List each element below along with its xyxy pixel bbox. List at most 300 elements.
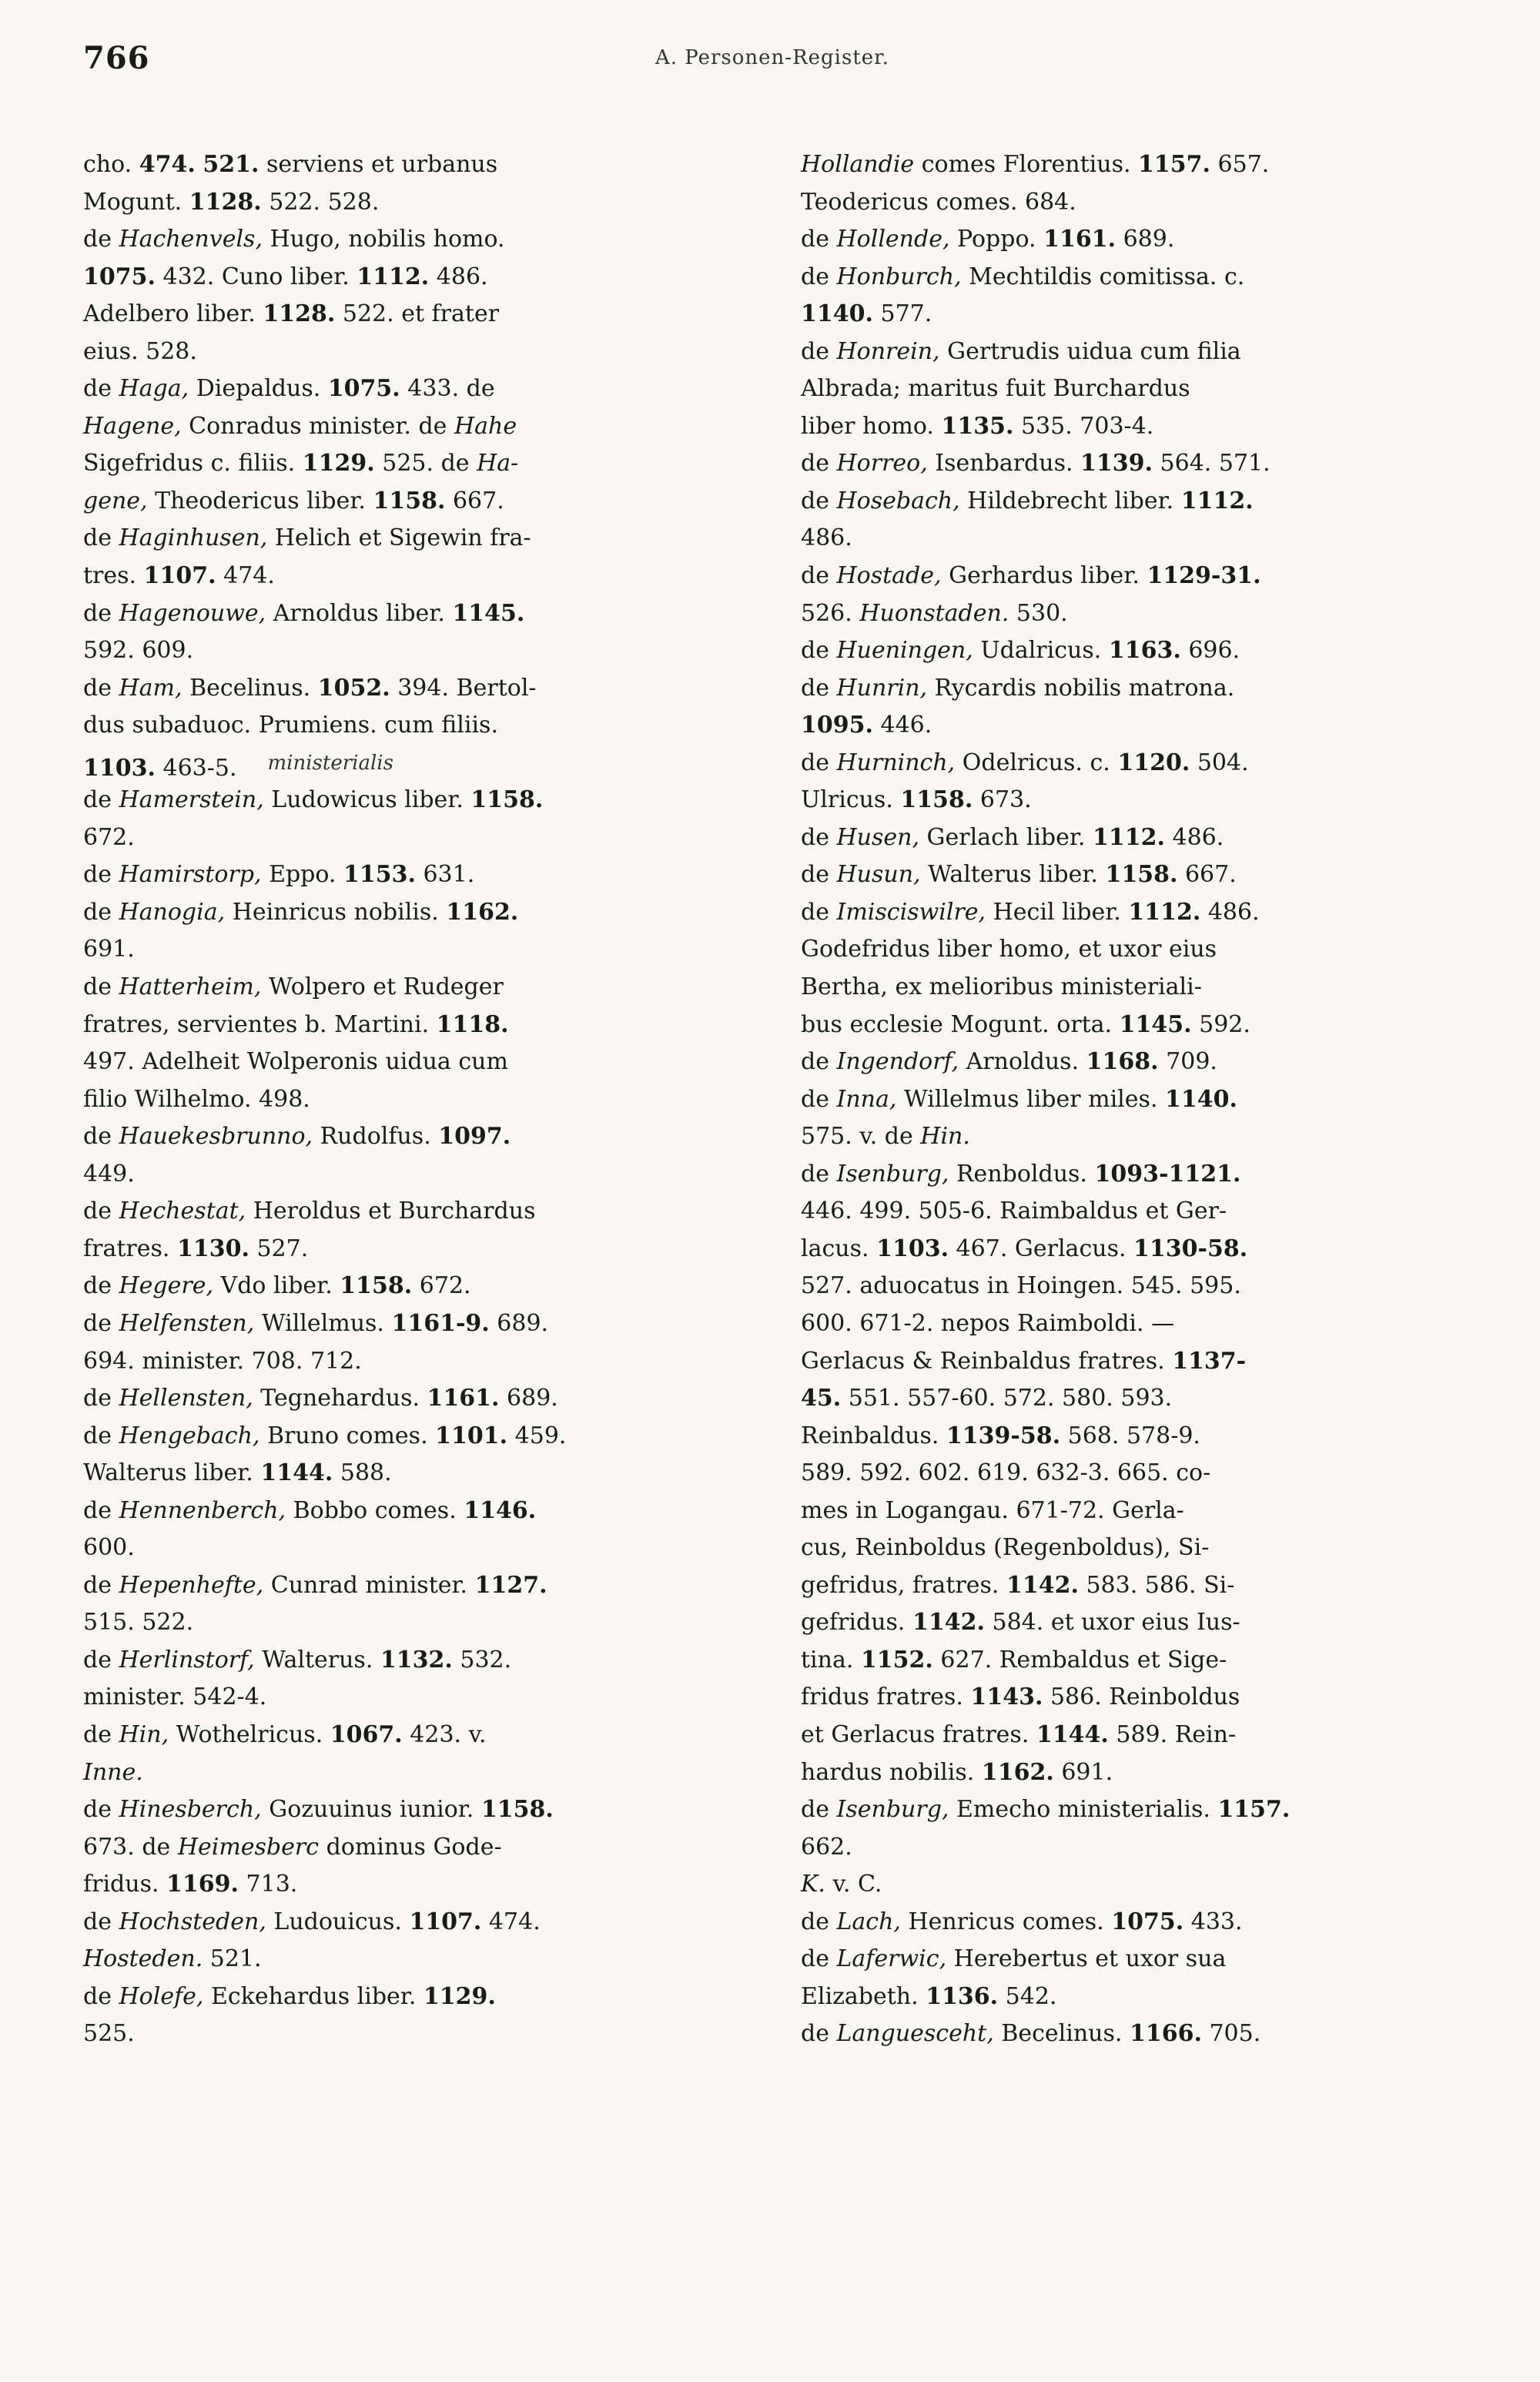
register-line bbox=[83, 1305, 753, 1343]
place-name: Husun, bbox=[836, 861, 921, 889]
entry-text: fridus. bbox=[83, 1871, 167, 1898]
register-line bbox=[83, 1418, 753, 1456]
place-name: Hosebach, bbox=[836, 487, 960, 514]
place-name: Hin, bbox=[119, 1720, 169, 1748]
place-name: Horreo, bbox=[836, 450, 928, 477]
entry-text: de bbox=[83, 226, 119, 253]
entry-text: Gerhardus liber. bbox=[941, 562, 1147, 590]
entry-text: 423. v. bbox=[402, 1720, 487, 1748]
entry-text: 564. 571. bbox=[1153, 450, 1270, 477]
year-ref: 1145. bbox=[1119, 1010, 1192, 1038]
entry-text: de bbox=[83, 674, 119, 702]
year-ref: 1146. bbox=[464, 1496, 537, 1524]
entry-text: Cunrad minister. bbox=[263, 1571, 475, 1599]
entry-text: 486. bbox=[429, 263, 488, 290]
register-line bbox=[801, 1305, 1478, 1343]
register-line bbox=[801, 1829, 1478, 1867]
register-line bbox=[801, 1343, 1478, 1381]
register-line bbox=[83, 1717, 753, 1754]
register-line bbox=[83, 445, 753, 483]
register-line bbox=[83, 1156, 753, 1194]
page-number: 766 bbox=[83, 40, 150, 76]
register-line bbox=[801, 1567, 1478, 1605]
entry-text: de bbox=[801, 823, 837, 851]
entry-text: Ludowicus liber. bbox=[263, 786, 471, 814]
entry-text: de bbox=[83, 1496, 119, 1524]
place-name: Hanogia, bbox=[119, 898, 226, 926]
register-line bbox=[83, 894, 753, 932]
register-line bbox=[83, 745, 753, 782]
register-line bbox=[801, 296, 1478, 333]
register-line bbox=[801, 146, 1478, 184]
entry-text: 515. 522. bbox=[83, 1609, 194, 1637]
year-ref: 1132. bbox=[380, 1646, 453, 1673]
entry-text: de bbox=[801, 1908, 837, 1935]
entry-text: de bbox=[801, 1945, 837, 1973]
register-line bbox=[801, 1455, 1478, 1493]
entry-text: de bbox=[83, 1123, 119, 1151]
entry-text: de bbox=[83, 786, 119, 814]
entry-text bbox=[196, 151, 203, 178]
place-name: Hachenvels, bbox=[119, 226, 263, 253]
register-line bbox=[83, 1493, 753, 1530]
register-line bbox=[83, 558, 753, 595]
year-ref: 1158. bbox=[373, 487, 446, 514]
entry-text: 713. bbox=[239, 1871, 298, 1898]
register-line bbox=[83, 146, 753, 184]
entry-text: Helich et Sigewin fra- bbox=[267, 524, 531, 552]
place-name: Imisciswilre, bbox=[836, 898, 986, 926]
year-ref: 1075. bbox=[83, 263, 156, 290]
year-ref: 1075. bbox=[1111, 1908, 1184, 1935]
register-line bbox=[801, 1193, 1478, 1231]
entry-text: de bbox=[83, 973, 119, 1001]
place-name: Husen, bbox=[836, 823, 919, 851]
entry-text: de bbox=[801, 1796, 837, 1824]
entry-text: 432. Cuno liber. bbox=[155, 263, 357, 290]
entry-text: 584. et uxor eius Ius- bbox=[984, 1609, 1240, 1637]
register-line bbox=[83, 483, 753, 521]
entry-text: 459. bbox=[507, 1422, 567, 1449]
entry-text: 586. Reinboldus bbox=[1043, 1683, 1240, 1711]
year-ref: 1142. bbox=[1006, 1571, 1079, 1599]
year-ref: 1161. bbox=[427, 1385, 500, 1412]
entry-text: 486. bbox=[1200, 898, 1260, 926]
entry-text: de bbox=[801, 226, 837, 253]
year-ref: 1107. bbox=[143, 562, 216, 590]
running-head: A. Personen-Register. bbox=[654, 46, 890, 69]
entry-text: 568. 578-9. bbox=[1060, 1422, 1200, 1449]
place-name: Huonstaden. bbox=[859, 599, 1009, 627]
year-ref: 1158. bbox=[480, 1796, 554, 1824]
entry-text: 694. minister. 708. 712. bbox=[83, 1347, 362, 1375]
entry-text: Vdo liber. bbox=[213, 1272, 340, 1300]
register-line bbox=[83, 1679, 753, 1717]
entry-text: et Gerlacus fratres. bbox=[801, 1720, 1036, 1748]
entry-text: 575. v. de bbox=[801, 1123, 921, 1151]
entry-text: de bbox=[801, 1048, 837, 1076]
register-line bbox=[801, 1156, 1478, 1194]
register-line bbox=[801, 1418, 1478, 1456]
entry-text: mes in Logangau. 671-72. Gerla- bbox=[801, 1496, 1184, 1524]
register-line bbox=[83, 969, 753, 1007]
entry-text: Sigefridus c. filiis. bbox=[83, 450, 303, 477]
register-line bbox=[83, 370, 753, 408]
year-ref: 1120. bbox=[1117, 749, 1190, 776]
entry-text: 497. Adelheit Wolperonis uidua cum bbox=[83, 1048, 508, 1076]
place-name: gene, bbox=[83, 487, 148, 514]
entry-text: Diepaldus. bbox=[189, 375, 328, 403]
year-ref: 1112. bbox=[357, 263, 430, 290]
register-line bbox=[801, 1791, 1478, 1829]
entry-text: de bbox=[83, 1198, 119, 1225]
entry-text: 530. bbox=[1009, 599, 1068, 627]
register-line bbox=[83, 1904, 753, 1941]
entry-text: 592. bbox=[1191, 1010, 1250, 1038]
place-name: Hamirstorp, bbox=[119, 861, 262, 889]
entry-text: 532. bbox=[452, 1646, 512, 1673]
entry-text: Emecho ministerialis. bbox=[949, 1796, 1218, 1824]
entry-text: Poppo. bbox=[949, 226, 1044, 253]
entry-text: 542. bbox=[998, 1982, 1057, 2010]
entry-text: 600. 671-2. nepos Raimboldi. — bbox=[801, 1309, 1175, 1337]
year-ref: 1130-58. bbox=[1133, 1235, 1248, 1262]
year-ref: 1067. bbox=[330, 1720, 403, 1748]
entry-text: 667. bbox=[1177, 861, 1237, 889]
place-name: Honrein, bbox=[836, 337, 940, 365]
register-line bbox=[801, 1118, 1478, 1156]
entry-text: Udalricus. bbox=[973, 637, 1109, 665]
entry-text: 527. aduocatus in Hoingen. 545. 595. bbox=[801, 1272, 1241, 1300]
entry-text: liber homo. bbox=[801, 412, 942, 440]
entry-text: de bbox=[801, 898, 837, 926]
year-ref: 1118. bbox=[436, 1010, 509, 1038]
place-name: Honburch, bbox=[836, 263, 962, 290]
entry-text: Gerlacus & Reinbaldus fratres. bbox=[801, 1347, 1173, 1375]
entry-text: 446. 499. 505-6. Raimbaldus et Ger- bbox=[801, 1198, 1227, 1225]
register-line bbox=[801, 745, 1478, 782]
place-name: Hellensten, bbox=[119, 1385, 253, 1412]
entry-text: 709. bbox=[1158, 1048, 1217, 1076]
register-line bbox=[801, 782, 1478, 819]
register-line bbox=[83, 1044, 753, 1081]
entry-text: de bbox=[83, 1571, 119, 1599]
register-line bbox=[801, 184, 1478, 222]
year-ref: 1158. bbox=[470, 786, 544, 814]
entry-text: Isenbardus. bbox=[927, 450, 1081, 477]
place-name: Hunrin, bbox=[836, 674, 928, 702]
entry-text: Herebertus et uxor sua bbox=[946, 1945, 1227, 1973]
entry-text: de bbox=[83, 898, 119, 926]
year-ref: 1129-31. bbox=[1147, 562, 1261, 590]
entry-text: de bbox=[83, 1646, 119, 1673]
year-ref: 1140. bbox=[1164, 1085, 1237, 1113]
entry-text: lacus. bbox=[801, 1235, 877, 1262]
entry-text: cus, Reinboldus (Regenboldus), Si- bbox=[801, 1534, 1210, 1562]
year-ref: 1112. bbox=[1128, 898, 1201, 926]
entry-text: 589. 592. 602. 619. 632-3. 665. co- bbox=[801, 1459, 1211, 1487]
place-name: Hechestat, bbox=[119, 1198, 246, 1225]
year-ref: 45. bbox=[801, 1385, 842, 1412]
place-name: Hin. bbox=[920, 1123, 970, 1151]
register-line bbox=[801, 520, 1478, 558]
entry-text: 522. 528. bbox=[261, 188, 380, 216]
entry-text: Renboldus. bbox=[949, 1160, 1095, 1188]
entry-text: fridus fratres. bbox=[801, 1683, 971, 1711]
register-line bbox=[83, 1193, 753, 1231]
year-ref: 1127. bbox=[474, 1571, 547, 1599]
year-ref: 1157. bbox=[1138, 151, 1210, 178]
entry-text: 577. bbox=[872, 300, 932, 328]
place-name: Ha- bbox=[477, 450, 519, 477]
register-line bbox=[801, 707, 1478, 745]
entry-text: gefridus. bbox=[801, 1609, 912, 1637]
register-line bbox=[801, 595, 1478, 633]
entry-text: 467. Gerlacus. bbox=[949, 1235, 1134, 1262]
place-name: Hostade, bbox=[836, 562, 942, 590]
year-ref: 1128. bbox=[263, 300, 336, 328]
entry-text: de bbox=[83, 1908, 119, 1935]
register-line bbox=[801, 1754, 1478, 1792]
register-line bbox=[83, 856, 753, 894]
entry-text: 672. bbox=[412, 1272, 471, 1300]
entry-text: 673. de bbox=[83, 1833, 178, 1861]
entry-text: Bruno comes. bbox=[259, 1422, 436, 1449]
entry-text: Mogunt. bbox=[83, 188, 189, 216]
year-ref: 1139-58. bbox=[946, 1422, 1061, 1449]
register-line bbox=[83, 707, 753, 745]
register-line bbox=[801, 445, 1478, 483]
entry-text: 474. bbox=[216, 562, 275, 590]
entry-text: de bbox=[83, 1309, 119, 1337]
register-line bbox=[83, 1791, 753, 1829]
entry-text: fratres, servientes b. Martini. bbox=[83, 1010, 437, 1038]
entry-text: 689. bbox=[499, 1385, 558, 1412]
entry-text: 394. Bertol- bbox=[390, 674, 537, 702]
entry-text: 689. bbox=[489, 1309, 549, 1337]
entry-text: Gozuuinus iunior. bbox=[261, 1796, 481, 1824]
entry-text: 627. Rembaldus et Sige- bbox=[932, 1646, 1227, 1673]
year-ref: 1101. bbox=[435, 1422, 508, 1449]
register-line bbox=[801, 408, 1478, 446]
entry-text: Eppo. bbox=[261, 861, 343, 889]
entry-text: de bbox=[83, 861, 119, 889]
register-line bbox=[83, 1866, 753, 1904]
entry-text: 667. bbox=[445, 487, 504, 514]
entry-text: 588. bbox=[333, 1459, 392, 1487]
year-ref: 1144. bbox=[1036, 1720, 1109, 1748]
entry-text: de bbox=[83, 1422, 119, 1449]
register-line bbox=[83, 632, 753, 670]
register-line bbox=[83, 782, 753, 819]
place-name: Hauekesbrunno, bbox=[119, 1123, 313, 1151]
year-ref: 1095. bbox=[801, 712, 873, 739]
place-name: Hinesberch, bbox=[119, 1796, 262, 1824]
entry-text: cho. bbox=[83, 151, 139, 178]
register-line bbox=[801, 1044, 1478, 1081]
entry-text: 522. et frater bbox=[335, 300, 500, 328]
year-ref: 1112. bbox=[1093, 823, 1165, 851]
register-line bbox=[83, 408, 753, 446]
register-line bbox=[801, 969, 1478, 1007]
entry-text: Bobbo comes. bbox=[286, 1496, 464, 1524]
register-line bbox=[83, 1754, 753, 1792]
year-ref: 1157. bbox=[1217, 1796, 1291, 1824]
entry-text: Tegnehardus. bbox=[253, 1385, 427, 1412]
entry-text: Mechtildis comitissa. c. bbox=[961, 263, 1245, 290]
entry-text: Willelmus. bbox=[254, 1309, 392, 1337]
register-line bbox=[83, 1455, 753, 1493]
entry-text: tina. bbox=[801, 1646, 861, 1673]
register-line bbox=[801, 558, 1478, 595]
register-line bbox=[801, 1904, 1478, 1941]
entry-text: 527. bbox=[249, 1235, 309, 1262]
entry-text: de bbox=[83, 1385, 119, 1412]
entry-text: Hildebrecht liber. bbox=[959, 487, 1181, 514]
entry-text: 449. bbox=[83, 1160, 135, 1188]
place-name: Hagenouwe, bbox=[119, 599, 266, 627]
entry-text: Becelinus. bbox=[182, 674, 318, 702]
register-line bbox=[801, 632, 1478, 670]
register-line bbox=[83, 259, 753, 296]
entry-text: Rudolfus. bbox=[313, 1123, 439, 1151]
entry-text: 525. bbox=[83, 2020, 135, 2048]
place-name: Hepenhefte, bbox=[119, 1571, 264, 1599]
entry-text: Adelbero liber. bbox=[83, 300, 263, 328]
year-ref: 521. bbox=[203, 151, 259, 178]
entry-text: 691. bbox=[83, 936, 135, 963]
place-name: Inne. bbox=[83, 1758, 143, 1786]
year-ref: 1093-1121. bbox=[1094, 1160, 1241, 1188]
register-line bbox=[801, 259, 1478, 296]
register-line bbox=[801, 221, 1478, 259]
entry-text: v. C. bbox=[825, 1871, 882, 1898]
register-line bbox=[801, 894, 1478, 932]
entry-text: 551. 557-60. 572. 580. 593. bbox=[841, 1385, 1173, 1412]
year-ref: 1075. bbox=[327, 375, 400, 403]
entry-text: de bbox=[801, 562, 837, 590]
year-ref: 1107. bbox=[409, 1908, 482, 1935]
entry-text: Walterus liber. bbox=[83, 1459, 261, 1487]
entry-text: de bbox=[801, 263, 837, 290]
place-name: Hengebach, bbox=[119, 1422, 260, 1449]
entry-text: Wolpero et Rudeger bbox=[261, 973, 504, 1001]
place-name: Isenburg, bbox=[836, 1160, 949, 1188]
entry-text: hardus nobilis. bbox=[801, 1758, 982, 1786]
page-header bbox=[83, 40, 1461, 94]
entry-text: Arnoldus. bbox=[959, 1048, 1086, 1076]
register-line bbox=[801, 1268, 1478, 1305]
place-name: Helfensten, bbox=[119, 1309, 255, 1337]
entry-text: Wothelricus. bbox=[169, 1720, 330, 1748]
register-line bbox=[801, 1941, 1478, 1978]
entry-text: 463-5. bbox=[155, 754, 237, 782]
entry-text: 691. bbox=[1053, 1758, 1113, 1786]
register-line bbox=[83, 1604, 753, 1642]
entry-text: 696. bbox=[1180, 637, 1240, 665]
register-line bbox=[83, 1268, 753, 1305]
place-name: Hatterheim, bbox=[119, 973, 262, 1001]
register-line bbox=[801, 1978, 1478, 2016]
entry-text: gefridus, fratres. bbox=[801, 1571, 1006, 1599]
entry-text: Walterus liber. bbox=[920, 861, 1106, 889]
entry-text: filio Wilhelmo. 498. bbox=[83, 1085, 310, 1113]
entry-text: Becelinus. bbox=[993, 2020, 1130, 2048]
entry-text: de bbox=[801, 674, 837, 702]
year-ref: 1152. bbox=[860, 1646, 933, 1673]
entry-text: Odelricus. c. bbox=[955, 749, 1118, 776]
year-ref: 1162. bbox=[981, 1758, 1054, 1786]
register-line bbox=[83, 1978, 753, 2016]
year-ref: 1052. bbox=[317, 674, 390, 702]
place-name: Holefe, bbox=[119, 1982, 204, 2010]
entry-text: de bbox=[801, 1160, 837, 1188]
entry-text: dus subaduoc. Prumiens. cum filiis. bbox=[83, 712, 498, 739]
register-line bbox=[801, 1081, 1478, 1119]
register-line bbox=[83, 333, 753, 371]
place-name: Lach, bbox=[836, 1908, 901, 1935]
entry-text: tres. bbox=[83, 562, 144, 590]
register-line bbox=[801, 1717, 1478, 1754]
entry-text: Heroldus et Burchardus bbox=[246, 1198, 536, 1225]
place-name: Haginhusen, bbox=[119, 524, 268, 552]
entry-text: de bbox=[83, 1720, 119, 1748]
year-ref: 1142. bbox=[912, 1609, 985, 1637]
entry-text: dominus Gode- bbox=[319, 1833, 502, 1861]
entry-text: 433. de bbox=[400, 375, 495, 403]
register-line bbox=[83, 221, 753, 259]
place-name: Haga, bbox=[119, 375, 189, 403]
entry-text: fratres. bbox=[83, 1235, 177, 1262]
register-line bbox=[83, 520, 753, 558]
entry-text: de bbox=[83, 1982, 119, 2010]
entry-text: 535. 703-4. bbox=[1013, 412, 1154, 440]
year-ref: 1097. bbox=[438, 1123, 511, 1151]
entry-text: 673. bbox=[973, 786, 1032, 814]
register-line bbox=[83, 2015, 753, 2053]
entry-text: 486. bbox=[801, 524, 852, 552]
place-name: Hegere, bbox=[119, 1272, 214, 1300]
register-line bbox=[83, 1529, 753, 1567]
entry-text: de bbox=[801, 2020, 837, 2048]
year-ref: 1140. bbox=[801, 300, 873, 328]
register-line bbox=[801, 1380, 1478, 1418]
register-line bbox=[801, 2015, 1478, 2053]
entry-text: de bbox=[83, 1272, 119, 1300]
year-ref: 1112. bbox=[1180, 487, 1254, 514]
entry-text: 474. bbox=[481, 1908, 541, 1935]
right-column bbox=[801, 146, 1478, 2053]
register-line bbox=[801, 931, 1478, 969]
entry-text: Gertrudis uidua cum filia bbox=[939, 337, 1241, 365]
entry-text: Henricus comes. bbox=[900, 1908, 1112, 1935]
register-line bbox=[83, 1829, 753, 1867]
year-ref: 1143. bbox=[970, 1683, 1043, 1711]
year-ref: 1162. bbox=[446, 898, 519, 926]
register-line bbox=[83, 1081, 753, 1119]
register-line bbox=[801, 1679, 1478, 1717]
place-name: Languesceht, bbox=[836, 2020, 994, 2048]
place-name: Hosteden. bbox=[83, 1945, 203, 1973]
register-line bbox=[801, 333, 1478, 371]
entry-text: de bbox=[801, 1085, 837, 1113]
entry-text: 589. Rein- bbox=[1108, 1720, 1237, 1748]
entry-text: de bbox=[801, 450, 837, 477]
register-line bbox=[83, 1567, 753, 1605]
entry-text: bus ecclesie Mogunt. orta. bbox=[801, 1010, 1120, 1038]
entry-text: 662. bbox=[801, 1833, 852, 1861]
register-line bbox=[83, 296, 753, 333]
